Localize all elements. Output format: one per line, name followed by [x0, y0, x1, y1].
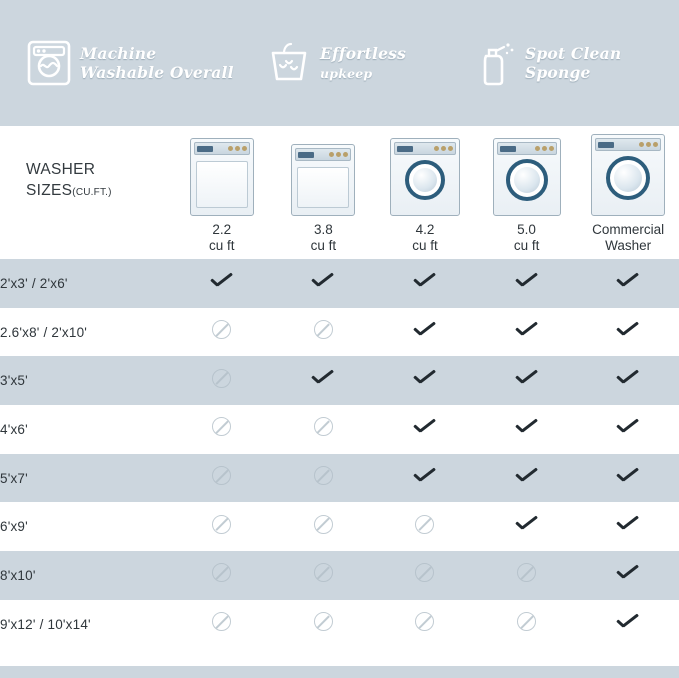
column-caption-1: 2.2 cu ft [209, 222, 235, 253]
row-label: 6'x9' [0, 502, 171, 551]
cell-3-5 [577, 356, 679, 405]
feature-machine-washable [26, 37, 266, 89]
check-icon [412, 320, 438, 340]
not-allowed-icon [212, 369, 231, 388]
row-label: 4'x6' [0, 405, 171, 454]
not-allowed-icon [212, 515, 231, 534]
check-icon [514, 417, 540, 437]
table-body [0, 259, 679, 649]
check-icon [514, 466, 540, 486]
check-icon [514, 368, 540, 388]
column-caption-4: 5.0 cu ft [513, 222, 540, 253]
feature-banner [0, 0, 679, 126]
cell-2-2 [273, 308, 375, 357]
title-unit: (CU.FT.) [72, 187, 112, 198]
check-icon [514, 271, 540, 291]
not-allowed-icon [415, 612, 434, 631]
not-allowed-icon [517, 612, 536, 631]
spray-bottle-icon [471, 37, 517, 89]
cell-2-5 [577, 308, 679, 357]
table-row [0, 356, 679, 405]
cell-4-4 [476, 405, 578, 454]
washer-size-table [0, 126, 679, 649]
title-line-1: WASHER [26, 161, 96, 178]
check-icon [310, 271, 336, 291]
cell-6-4 [476, 502, 578, 551]
cell-6-2 [273, 502, 375, 551]
check-icon [615, 320, 641, 340]
check-icon [615, 514, 641, 534]
cell-2-3 [374, 308, 476, 357]
check-icon [615, 563, 641, 583]
table-row [0, 551, 679, 600]
check-icon [412, 271, 438, 291]
front-load-washer-icon [493, 138, 561, 216]
feature-line-1: Effortless [320, 43, 407, 63]
table-row [0, 308, 679, 357]
cell-3-2 [273, 356, 375, 405]
cell-7-5 [577, 551, 679, 600]
cell-1-3 [374, 259, 476, 308]
feature-line-2: upkeep [320, 65, 373, 81]
cell-6-5 [577, 502, 679, 551]
bottom-strip [0, 666, 679, 678]
column-caption-2: 3.8 cu ft [310, 222, 337, 253]
cell-8-4 [476, 600, 578, 649]
cell-5-4 [476, 454, 578, 503]
cell-7-1 [171, 551, 273, 600]
column-caption-5: Commercial Washer [592, 222, 665, 253]
cell-7-4 [476, 551, 578, 600]
cell-4-5 [577, 405, 679, 454]
cell-1-4 [476, 259, 578, 308]
title-line-2: SIZES [26, 182, 73, 199]
table-row [0, 600, 679, 649]
check-icon [209, 271, 235, 291]
not-allowed-icon [212, 320, 231, 339]
not-allowed-icon [212, 563, 231, 582]
not-allowed-icon [517, 563, 536, 582]
not-allowed-icon [314, 563, 333, 582]
column-caption-3: 4.2 cu ft [412, 222, 438, 253]
cell-5-3 [374, 454, 476, 503]
cell-1-2 [273, 259, 375, 308]
cell-4-1 [171, 405, 273, 454]
table-title-cell [0, 126, 171, 259]
not-allowed-icon [415, 563, 434, 582]
check-icon [615, 612, 641, 632]
check-icon [615, 417, 641, 437]
check-icon [514, 320, 540, 340]
not-allowed-icon [314, 515, 333, 534]
cell-3-1 [171, 356, 273, 405]
cell-7-2 [273, 551, 375, 600]
commercial-washer-icon [591, 134, 665, 216]
feature-effortless-upkeep-label [320, 44, 406, 83]
feature-machine-washable-label [80, 44, 234, 82]
row-label: 9'x12' / 10'x14' [0, 600, 171, 649]
cell-1-1 [171, 259, 273, 308]
cell-8-2 [273, 600, 375, 649]
check-icon [615, 466, 641, 486]
check-icon [412, 368, 438, 388]
feature-line-1: Spot Clean [525, 44, 622, 63]
check-icon [514, 514, 540, 534]
row-label: 3'x5' [0, 356, 171, 405]
column-header-3 [374, 126, 476, 259]
not-allowed-icon [212, 612, 231, 631]
table-header-row [0, 126, 679, 259]
feature-line-1: Machine [80, 44, 157, 63]
cell-2-4 [476, 308, 578, 357]
cell-8-1 [171, 600, 273, 649]
not-allowed-icon [415, 515, 434, 534]
table-row [0, 454, 679, 503]
cell-7-3 [374, 551, 476, 600]
not-allowed-icon [314, 612, 333, 631]
feature-line-2: Sponge [525, 63, 591, 82]
column-header-2 [273, 126, 375, 259]
row-label: 5'x7' [0, 454, 171, 503]
not-allowed-icon [314, 417, 333, 436]
cell-4-2 [273, 405, 375, 454]
row-label: 2'x3' / 2'x6' [0, 259, 171, 308]
cell-1-5 [577, 259, 679, 308]
front-load-washer-icon [390, 138, 460, 216]
cell-2-1 [171, 308, 273, 357]
not-allowed-icon [212, 466, 231, 485]
cell-5-2 [273, 454, 375, 503]
cell-5-5 [577, 454, 679, 503]
not-allowed-icon [314, 320, 333, 339]
table-row [0, 259, 679, 308]
washing-machine-icon [26, 37, 72, 89]
not-allowed-icon [212, 417, 231, 436]
check-icon [412, 466, 438, 486]
cell-6-3 [374, 502, 476, 551]
feature-spot-clean-label [525, 44, 621, 82]
feature-spot-clean-sponge [471, 37, 671, 89]
cell-4-3 [374, 405, 476, 454]
cell-8-3 [374, 600, 476, 649]
cell-3-4 [476, 356, 578, 405]
top-load-washer-icon [190, 138, 254, 216]
hand-wash-cloth-icon [266, 37, 312, 89]
check-icon [615, 368, 641, 388]
table-row [0, 405, 679, 454]
cell-8-5 [577, 600, 679, 649]
cell-5-1 [171, 454, 273, 503]
column-header-4 [476, 126, 578, 259]
cell-3-3 [374, 356, 476, 405]
column-header-5 [577, 126, 679, 259]
row-label: 2.6'x8' / 2'x10' [0, 308, 171, 357]
not-allowed-icon [314, 466, 333, 485]
compatibility-card [0, 126, 679, 666]
feature-effortless-upkeep [266, 37, 471, 89]
cell-6-1 [171, 502, 273, 551]
check-icon [615, 271, 641, 291]
check-icon [412, 417, 438, 437]
feature-line-2: Washable Overall [80, 63, 234, 82]
table-row [0, 502, 679, 551]
check-icon [310, 368, 336, 388]
row-label: 8'x10' [0, 551, 171, 600]
top-load-washer-icon [291, 144, 355, 216]
column-header-1 [171, 126, 273, 259]
page-title [0, 159, 171, 259]
